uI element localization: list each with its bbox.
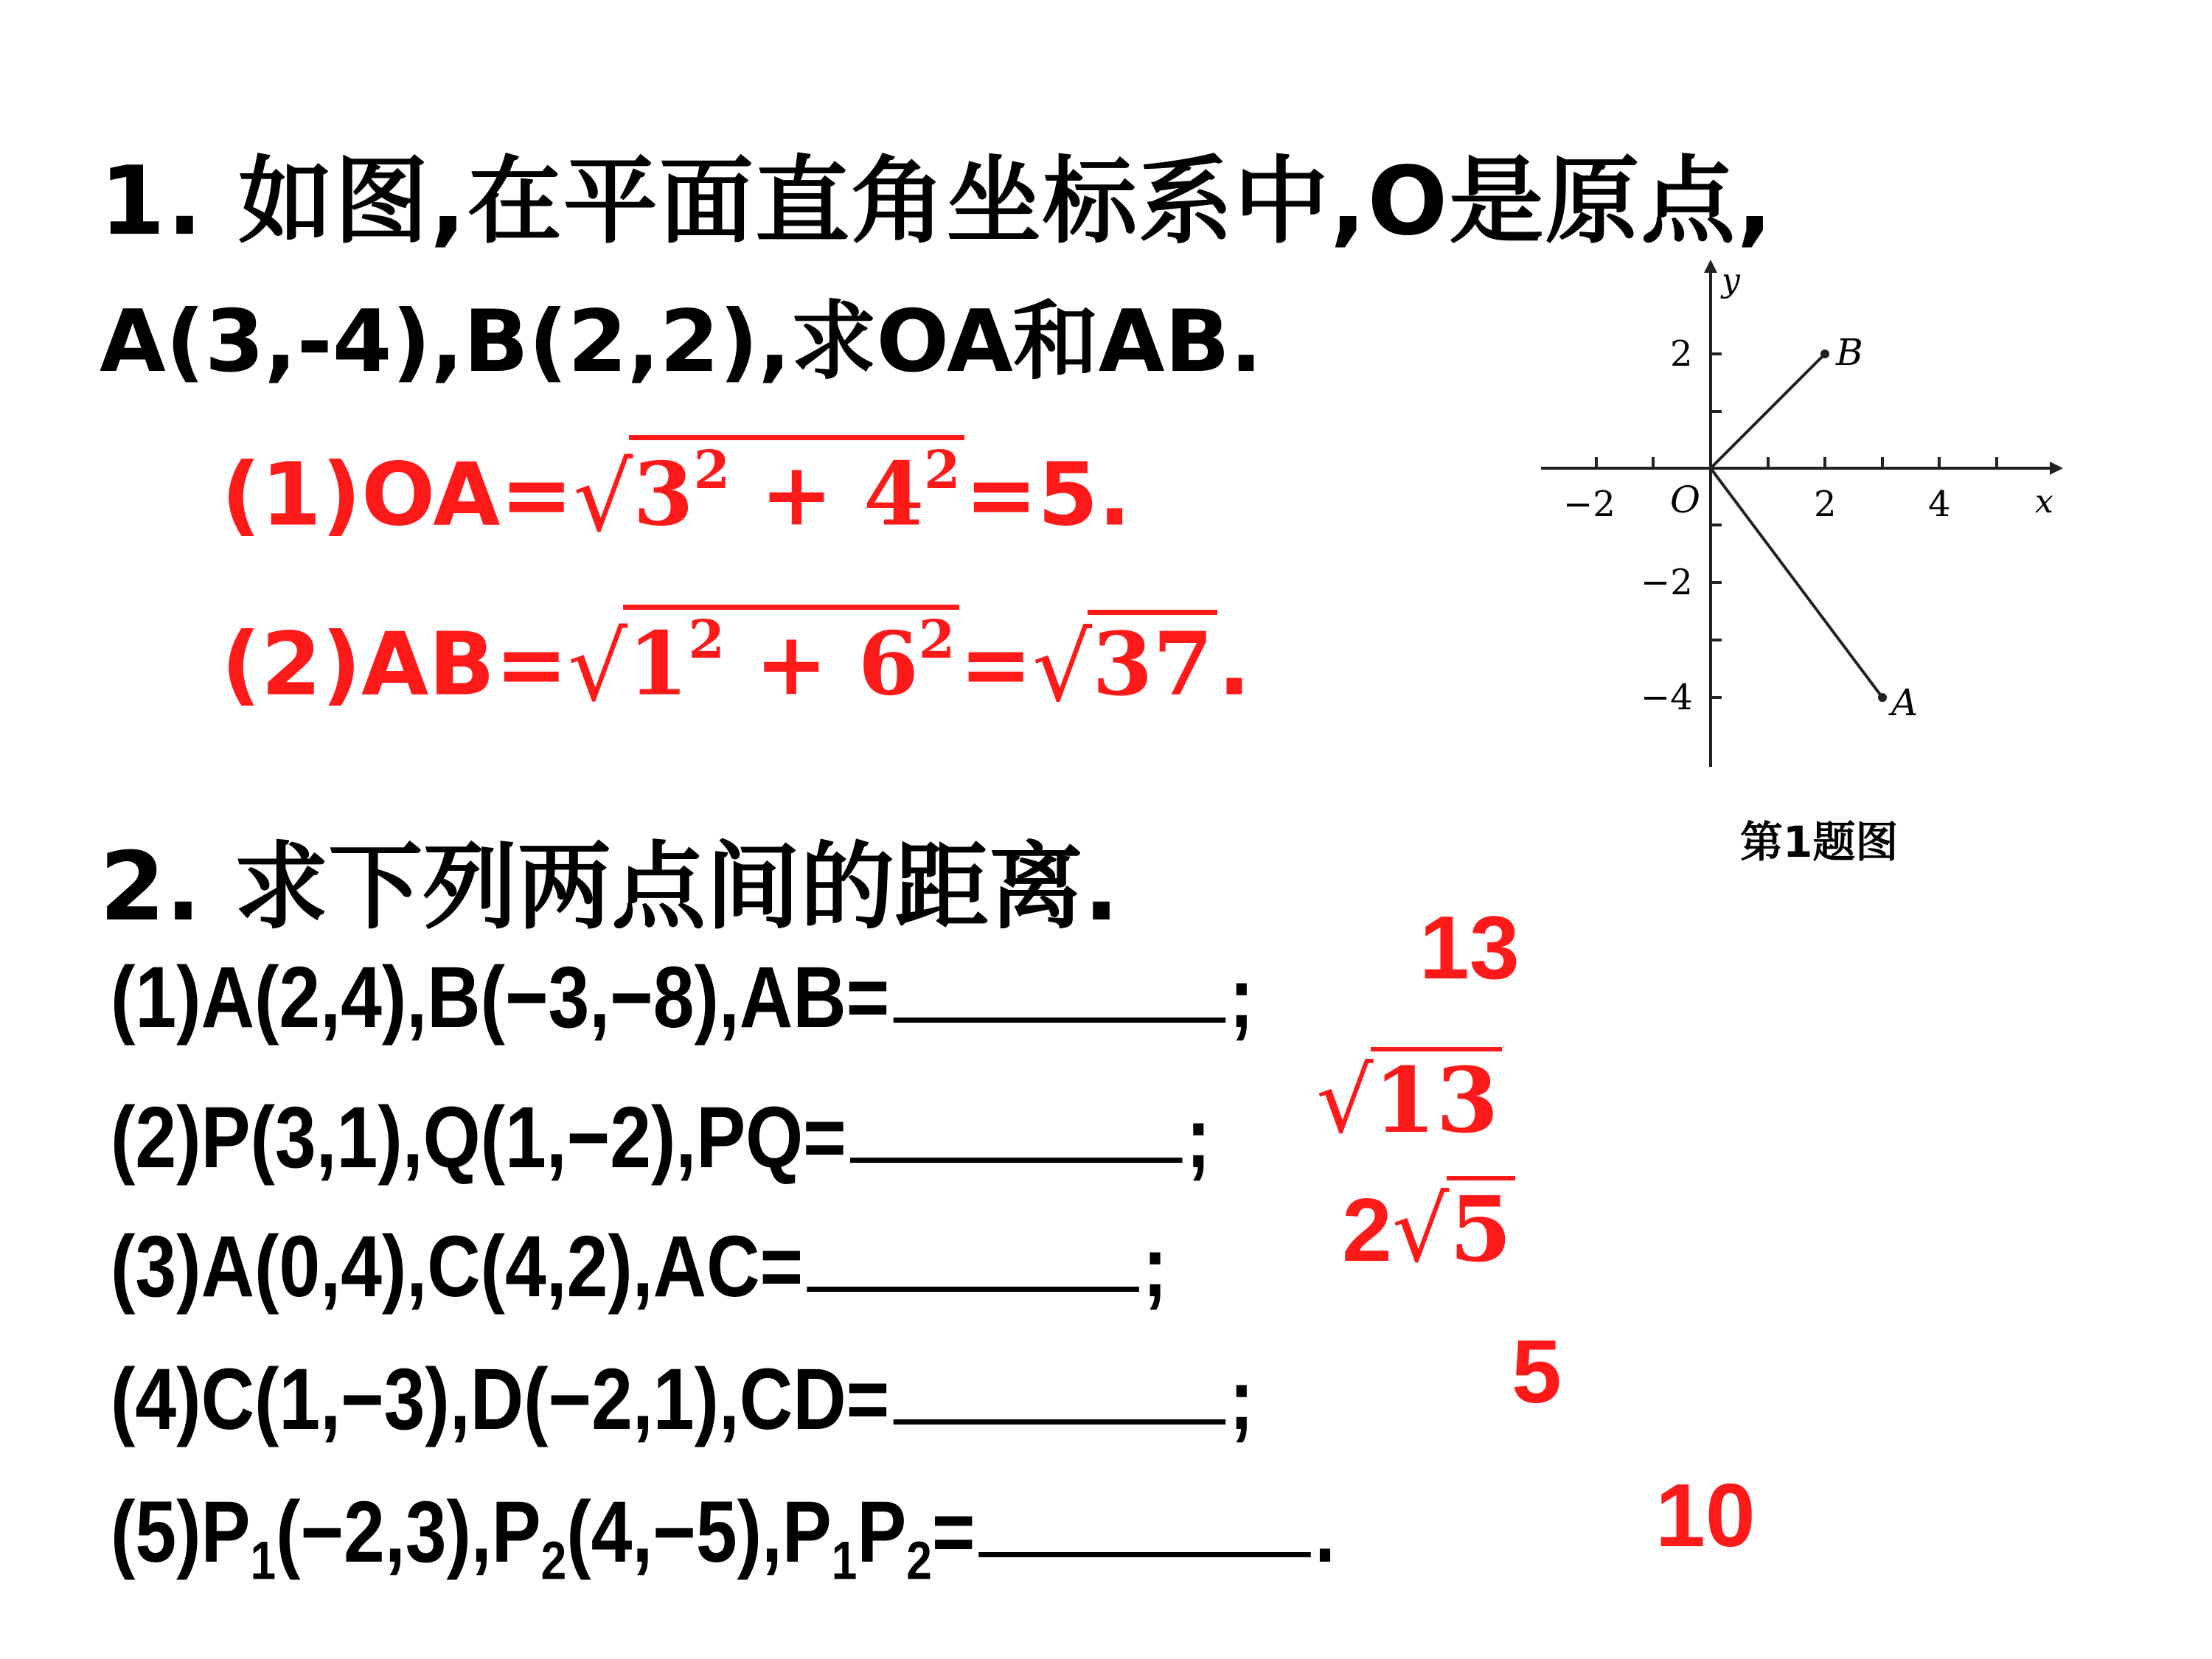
answer-1-label: (1)OA= <box>221 443 574 546</box>
point-b-label: B <box>1836 331 1863 374</box>
origin-label: O <box>1670 479 1700 521</box>
answer-1-oa <box>221 435 1131 553</box>
point-a-label: A <box>1891 681 1919 724</box>
y-tick-label: 2 <box>1670 333 1693 375</box>
answer-1-value: 13 <box>1419 897 1520 998</box>
problem-1-line-1: 1. 如图,在平面直角坐标系中,O是原点, <box>100 147 1774 257</box>
sqrt-37: √37 <box>1032 610 1217 723</box>
x-tick-label: 2 <box>1814 484 1837 525</box>
sqrt-oa: $√3^2 + 4^2$ <box>573 435 964 553</box>
answer-4-value: 5 <box>1512 1321 1562 1422</box>
problem-2-item-2: (2)P(3,1),Q(1,−2),PQ= ; <box>111 1089 1211 1186</box>
answer-3-value: 2√5 <box>1342 1176 1515 1282</box>
answer-2-value: √13 <box>1316 1047 1502 1153</box>
answer-blank[interactable] <box>979 1551 1312 1557</box>
y-tick-label: −4 <box>1641 677 1693 718</box>
figure-caption: 第1题图 <box>1740 817 1899 867</box>
problem-2-title: 2. 求下列两点间的距离. <box>100 832 1119 942</box>
y-axis-label: y <box>1722 262 1740 299</box>
x-tick-label: −2 <box>1563 484 1615 525</box>
answer-1-result: =5. <box>964 443 1132 546</box>
sqrt-ab: $√1^2 + 6^2$ <box>568 605 959 723</box>
segment-ob <box>1711 354 1825 468</box>
problem-1-line-2: A(3,-4),B(2,2),求OA和AB. <box>100 292 1263 392</box>
segment-oa <box>1711 468 1882 698</box>
point-a <box>1878 693 1887 702</box>
x-axis-label: x <box>2035 483 2053 521</box>
answer-1-ab: $(2)AB=√1^2 + 6^2=√37$. <box>221 605 1251 723</box>
answer-blank[interactable] <box>893 1017 1225 1023</box>
answer-blank[interactable] <box>850 1157 1183 1163</box>
coordinate-figure <box>1534 258 2065 774</box>
answer-5-value: 10 <box>1655 1465 1756 1565</box>
point-b <box>1820 349 1829 358</box>
problem-2-item-4: (4)C(1,−3),D(−2,1),CD= ; <box>111 1351 1254 1448</box>
problem-2-item-5: $(5)P_1(-2,3),P_2(4,-5),P_1P_2=$ . <box>111 1484 1336 1591</box>
answer-2-label: (2)AB= <box>221 613 568 715</box>
x-axis-arrow <box>2050 462 2063 475</box>
answer-blank[interactable] <box>807 1286 1139 1292</box>
answer-blank[interactable] <box>893 1419 1225 1425</box>
y-axis-arrow <box>1704 260 1717 273</box>
x-tick-label: 4 <box>1928 484 1951 525</box>
y-tick-label: −2 <box>1641 562 1693 603</box>
problem-2-item-3: (3)A(0,4),C(4,2),AC= ; <box>111 1218 1168 1315</box>
problem-2-item-1: (1)A(2,4),B(−3,−8),AB= ; <box>111 949 1254 1046</box>
